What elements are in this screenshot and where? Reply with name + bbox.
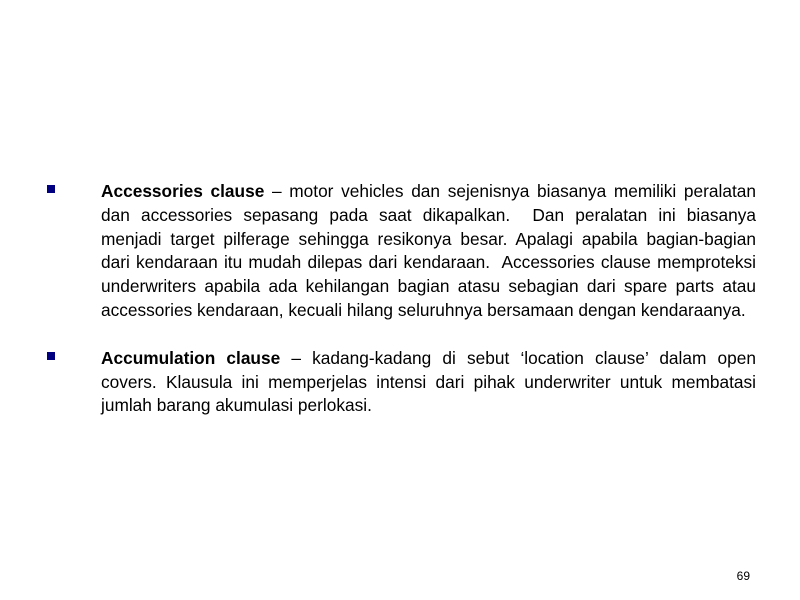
bullet-list bbox=[46, 180, 761, 442]
clause-description: – kadang-kadang di sebut ‘location clause’ dalam open covers. Klausula ini memperjelas intensi dari pihak underwriter untuk membatasi jumlah barang akumulasi perlokasi. bbox=[101, 347, 761, 416]
square-bullet-icon bbox=[47, 352, 55, 360]
page-number: 69 bbox=[736, 569, 750, 583]
clause-description: – motor vehicles dan sejenisnya biasanya memiliki peralatan dan accessories sepasang pada saat dikapalkan. Dan peralatan ini biasanya menjadi target pilferage sehingga resikonya besar. Apalagi apabila bagian-bagian dari kendaraan itu mudah dilepas dari kendaraan. Accessories clause memproteksi underwriters apabila ada kehilangan bagian atasu sebagian dari spare parts atau accessories kendaraan, kecuali hilang seluruhnya bersamaan dengan kendaraanya. bbox=[101, 181, 761, 320]
bullet-text bbox=[101, 347, 761, 418]
clause-term: Accumulation clause bbox=[101, 347, 281, 368]
bullet-item-accessories-clause bbox=[46, 180, 761, 323]
bullet-item-accumulation-clause bbox=[46, 347, 761, 418]
bullet-text bbox=[101, 180, 761, 323]
square-bullet-icon bbox=[47, 185, 55, 193]
clause-term: Accessories clause bbox=[101, 181, 265, 201]
